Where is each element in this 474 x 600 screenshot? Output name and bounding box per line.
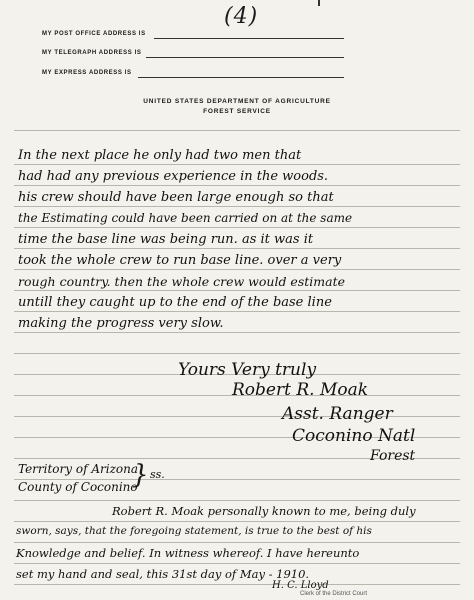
ruled-line <box>14 206 460 207</box>
affidavit-line: Robert R. Moak personally known to me, being duly <box>112 504 416 518</box>
ruled-line <box>14 311 460 312</box>
letter-line: time the base line was being run. as it was it <box>18 232 314 247</box>
letter-line: the Estimating could have been carried on at the same <box>18 211 353 225</box>
letter-line: making the progress very slow. <box>18 316 224 331</box>
ruled-line <box>14 227 460 228</box>
letter-line: had had any previous experience in the woods. <box>18 169 329 184</box>
forest-name-line1: Coconino Natl <box>292 426 416 446</box>
ruled-line <box>14 269 460 270</box>
ruled-line <box>14 416 460 417</box>
telegraph-label: MY TELEGRAPH ADDRESS IS <box>42 50 142 56</box>
affidavit-county: County of Coconino <box>18 480 138 494</box>
post-office-rule <box>154 38 344 39</box>
affidavit-territory: Territory of Arizona <box>18 462 139 476</box>
letter-line: untill they caught up to the end of the base line <box>18 295 332 310</box>
post-office-address-line <box>42 31 442 37</box>
ruled-line <box>14 164 460 165</box>
telegraph-rule <box>146 57 344 58</box>
express-address-line <box>42 70 442 76</box>
signer-name: Robert R. Moak <box>232 380 369 400</box>
ruled-line <box>14 130 460 131</box>
margin-mark <box>318 0 320 6</box>
letter-line: took the whole crew to run base line. over a very <box>18 253 342 268</box>
express-rule <box>138 77 344 78</box>
letter-line: rough country. then the whole crew would estimate <box>18 274 345 289</box>
ruled-line <box>14 521 460 522</box>
ruled-line <box>14 500 460 501</box>
affidavit-line: sworn, says, that the foregoing statement, is true to the best of his <box>16 525 372 537</box>
affidavit-brace: } <box>132 460 149 490</box>
service-heading: FOREST SERVICE <box>203 108 271 115</box>
clerk-label: Clerk of the District Court <box>300 591 368 597</box>
clerk-signature: H. C. Lloyd <box>272 580 329 591</box>
ruled-line <box>14 584 460 585</box>
ruled-line <box>14 290 460 291</box>
affidavit-line: set my hand and seal, this 31st day of May - 1910. <box>16 567 310 581</box>
ruled-line <box>14 542 460 543</box>
ruled-line <box>14 563 460 564</box>
ruled-line <box>14 353 460 354</box>
department-heading: UNITED STATES DEPARTMENT OF AGRICULTURE <box>143 98 331 105</box>
letter-line: In the next place he only had two men that <box>18 148 302 163</box>
forest-name-line2: Forest <box>370 448 416 464</box>
post-office-label: MY POST OFFICE ADDRESS IS <box>42 31 146 37</box>
ruled-line <box>14 332 460 333</box>
signer-title: Asst. Ranger <box>282 404 393 424</box>
affidavit-ss: ss. <box>150 468 165 481</box>
telegraph-address-line <box>42 50 442 56</box>
ruled-line <box>14 248 460 249</box>
letter-line: his crew should have been large enough so that <box>18 190 334 205</box>
closing-salutation: Yours Very truly <box>178 360 317 380</box>
express-label: MY EXPRESS ADDRESS IS <box>42 70 132 76</box>
ruled-line <box>14 185 460 186</box>
page-number: (4) <box>224 4 259 29</box>
affidavit-line: Knowledge and belief. In witness whereof. I have hereunto <box>16 546 360 560</box>
